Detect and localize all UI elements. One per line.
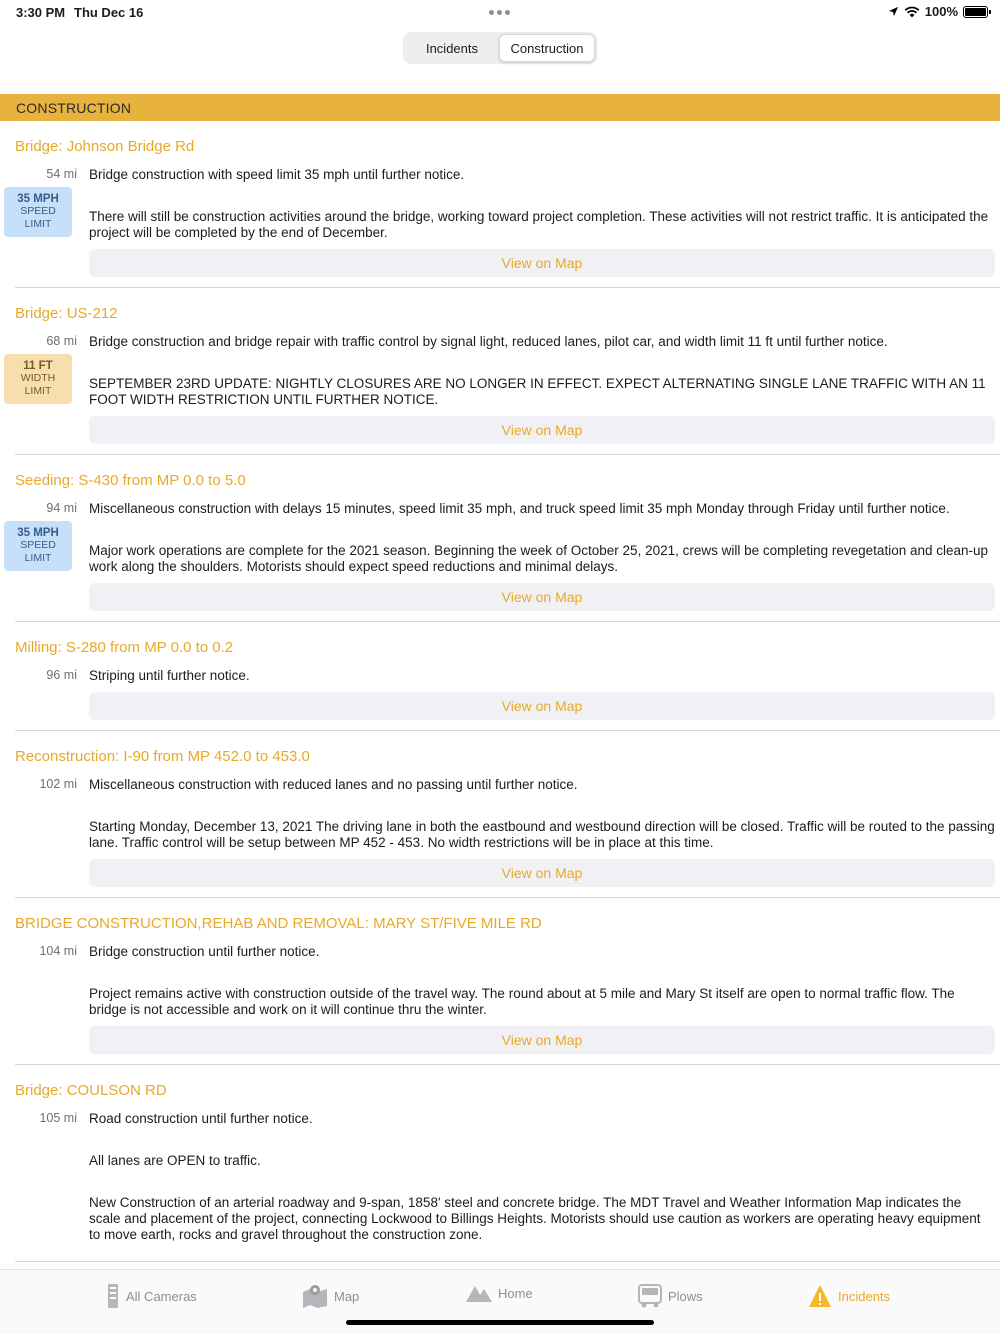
warning-icon bbox=[808, 1284, 832, 1308]
view-on-map-button[interactable]: View on Map bbox=[89, 416, 995, 444]
tab-incidents[interactable] bbox=[808, 1284, 890, 1308]
badge-line1: SPEED bbox=[20, 205, 56, 217]
badge-value: 35 MPH bbox=[17, 527, 59, 539]
tab-all-cameras[interactable] bbox=[106, 1284, 197, 1308]
status-time: 3:30 PM bbox=[16, 5, 66, 20]
item-description: Starting Monday, December 13, 2021 The driving lane in both the eastbound and westbound direction will be closed. Traffic will be routed to the passing lane. Traffic control will be setup between MP 452 - 453. No width restrictions will be in place at this time. bbox=[89, 819, 995, 850]
segment-incidents[interactable]: Incidents bbox=[425, 40, 479, 56]
item-title: BRIDGE CONSTRUCTION,REHAB AND REMOVAL: MARY ST/FIVE MILE RD bbox=[15, 915, 542, 932]
list-item[interactable] bbox=[15, 1065, 1000, 1262]
item-description: All lanes are OPEN to traffic. bbox=[89, 1153, 261, 1168]
item-distance: 104 mi bbox=[39, 944, 77, 958]
item-description: Bridge construction until further notice. bbox=[89, 944, 320, 959]
status-date: Thu Dec 16 bbox=[74, 5, 144, 20]
battery-percent: 100% bbox=[924, 4, 958, 19]
badge-line2: LIMIT bbox=[24, 385, 52, 397]
list-item[interactable] bbox=[15, 898, 1000, 1065]
item-description: Miscellaneous construction with reduced lanes and no passing until further notice. bbox=[89, 777, 578, 792]
tab-label: Home bbox=[498, 1285, 533, 1301]
segmented-control bbox=[403, 32, 597, 64]
badge-value: 35 MPH bbox=[17, 193, 59, 205]
segment-construction[interactable]: Construction bbox=[499, 34, 595, 62]
item-distance: 54 mi bbox=[46, 167, 77, 181]
location-arrow-icon bbox=[888, 6, 899, 17]
tab-label: All Cameras bbox=[126, 1288, 197, 1304]
view-on-map-button[interactable]: View on Map bbox=[89, 692, 995, 720]
item-distance: 94 mi bbox=[46, 501, 77, 515]
list-item[interactable] bbox=[15, 731, 1000, 898]
item-distance: 96 mi bbox=[46, 668, 77, 682]
item-distance: 102 mi bbox=[39, 777, 77, 791]
mountains-icon bbox=[466, 1284, 492, 1302]
home-indicator[interactable] bbox=[346, 1320, 654, 1325]
list-item[interactable] bbox=[15, 455, 1000, 622]
list-item[interactable] bbox=[15, 121, 1000, 288]
item-title: Reconstruction: I-90 from MP 452.0 to 453.0 bbox=[15, 748, 310, 765]
section-header: CONSTRUCTION bbox=[0, 94, 1000, 121]
item-description: There will still be construction activities around the bridge, working toward project completion. These activities will not restrict traffic. It is anticipated the project will be completed by the end of December. bbox=[89, 209, 989, 240]
plow-truck-icon bbox=[638, 1284, 662, 1308]
item-title: Bridge: COULSON RD bbox=[15, 1082, 167, 1099]
badge-line1: WIDTH bbox=[20, 372, 56, 384]
status-right bbox=[888, 4, 988, 19]
list-item[interactable] bbox=[15, 288, 1000, 455]
item-title: Milling: S-280 from MP 0.0 to 0.2 bbox=[15, 639, 234, 656]
item-title: Bridge: US-212 bbox=[15, 305, 118, 322]
tab-map[interactable] bbox=[302, 1284, 359, 1308]
badge-value: 11 FT bbox=[23, 360, 53, 372]
list-item[interactable] bbox=[15, 622, 1000, 731]
tab-label: Map bbox=[334, 1288, 360, 1304]
width-limit-badge bbox=[4, 354, 72, 404]
item-description: Major work operations are complete for the 2021 season. Beginning the week of October 25, 2021, crews will be completing revegetation and clean-up work along the shoulders. Motorists should expect speed reductions and minimal delays. bbox=[89, 543, 989, 574]
battery-icon bbox=[963, 6, 988, 18]
map-icon bbox=[302, 1284, 328, 1308]
item-description: New Construction of an arterial roadway and 9-span, 1858' steel and concrete bridge. The MDT Travel and Weather Information Map indicates the scale and placement of the project, connecting Lockwood to Billings Heights. Motorists should use caution as workers are operating heavy equipment to move earth, rocks and gravel throughout the construction zone. bbox=[89, 1195, 981, 1242]
item-description: SEPTEMBER 23RD UPDATE: NIGHTLY CLOSURES ARE NO LONGER IN EFFECT. EXPECT ALTERNATING SINGLE LANE TRAFFIC WITH AN 11 FOOT WIDTH RESTRICTION UNTIL FURTHER NOTICE. bbox=[89, 376, 986, 407]
view-on-map-button[interactable]: View on Map bbox=[89, 249, 995, 277]
item-description: Bridge construction and bridge repair with traffic control by signal light, reduced lanes, pilot car, and width limit 11 ft until further notice. bbox=[89, 334, 888, 349]
item-description: Road construction until further notice. bbox=[89, 1111, 313, 1126]
item-title: Seeding: S-430 from MP 0.0 to 5.0 bbox=[15, 472, 246, 489]
view-on-map-button[interactable]: View on Map bbox=[89, 583, 995, 611]
multitasking-dots-icon[interactable] bbox=[489, 10, 510, 15]
item-distance: 105 mi bbox=[39, 1111, 77, 1125]
tab-home[interactable] bbox=[466, 1284, 533, 1302]
badge-line1: SPEED bbox=[20, 539, 56, 551]
construction-list[interactable] bbox=[0, 121, 1000, 1269]
item-description: Bridge construction with speed limit 35 mph until further notice. bbox=[89, 167, 465, 182]
tab-plows[interactable] bbox=[638, 1284, 703, 1308]
tab-label: Plows bbox=[668, 1288, 703, 1304]
item-title: Bridge: Johnson Bridge Rd bbox=[15, 138, 195, 155]
badge-line2: LIMIT bbox=[24, 552, 52, 564]
speed-limit-badge bbox=[4, 521, 72, 571]
tab-label: Incidents bbox=[838, 1288, 891, 1304]
view-on-map-button[interactable]: View on Map bbox=[89, 1026, 995, 1054]
badge-line2: LIMIT bbox=[24, 218, 52, 230]
item-description: Project remains active with construction outside of the travel way. The round about at 5 mile and Mary St itself are open to normal traffic flow. The bridge is not accessible and work on it will continue thru the winter. bbox=[89, 986, 955, 1017]
camera-pole-icon bbox=[106, 1284, 120, 1308]
view-on-map-button[interactable]: View on Map bbox=[89, 859, 995, 887]
wifi-icon bbox=[904, 6, 920, 18]
item-description: Striping until further notice. bbox=[89, 668, 250, 683]
item-description: Miscellaneous construction with delays 15 minutes, speed limit 35 mph, and truck speed limit 35 mph Monday through Friday until further notice. bbox=[89, 501, 950, 516]
status-bar bbox=[0, 0, 1000, 26]
item-distance: 68 mi bbox=[46, 334, 77, 348]
speed-limit-badge bbox=[4, 187, 72, 237]
